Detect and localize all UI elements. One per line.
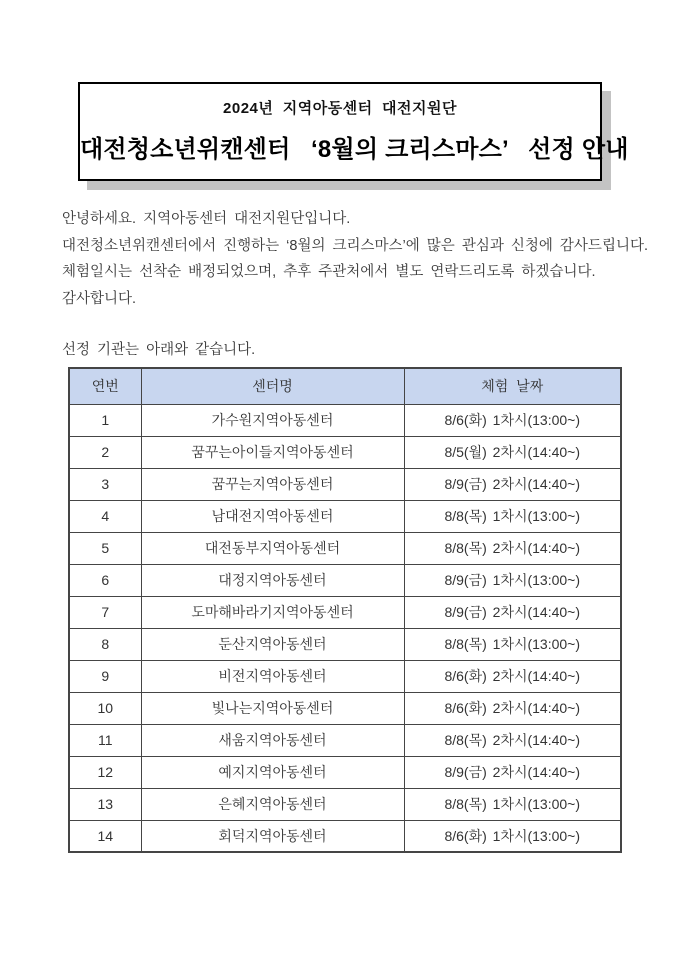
center-name-cell: 회덕지역아동센터	[141, 820, 404, 852]
experience-date-cell: 8/6(화) 1차시(13:00~)	[404, 820, 621, 852]
center-name-cell: 꿈꾸는지역아동센터	[141, 468, 404, 500]
row-number-cell: 14	[69, 820, 141, 852]
table-row	[69, 660, 621, 692]
table-body	[69, 404, 621, 852]
row-number-cell: 1	[69, 404, 141, 436]
col-header-date: 체험 날짜	[404, 368, 621, 404]
experience-date-cell: 8/8(목) 1차시(13:00~)	[404, 500, 621, 532]
experience-date-cell: 8/8(목) 2차시(14:40~)	[404, 724, 621, 756]
table-row	[69, 436, 621, 468]
center-name-cell: 도마해바라기지역아동센터	[141, 596, 404, 628]
experience-date-cell: 8/8(목) 2차시(14:40~)	[404, 532, 621, 564]
table-row	[69, 692, 621, 724]
experience-date-cell: 8/9(금) 1차시(13:00~)	[404, 564, 621, 596]
table-header-row	[69, 368, 621, 404]
table-row	[69, 532, 621, 564]
notice-title-box	[78, 82, 629, 181]
col-header-center-name: 센터명	[141, 368, 404, 404]
row-number-cell: 3	[69, 468, 141, 500]
center-name-cell: 빛나는지역아동센터	[141, 692, 404, 724]
intro-line-greeting: 안녕하세요. 지역아동센터 대전지원단입니다.	[62, 211, 351, 227]
experience-date-cell: 8/6(화) 2차시(14:40~)	[404, 660, 621, 692]
experience-date-cell: 8/8(목) 1차시(13:00~)	[404, 788, 621, 820]
row-number-cell: 9	[69, 660, 141, 692]
experience-date-cell: 8/9(금) 2차시(14:40~)	[404, 596, 621, 628]
table-row	[69, 564, 621, 596]
row-number-cell: 12	[69, 756, 141, 788]
intro-line-closing: 감사합니다.	[62, 290, 137, 307]
experience-date-cell: 8/9(금) 2차시(14:40~)	[404, 756, 621, 788]
notice-subtitle: 2024년 지역아동센터 대전지원단	[223, 100, 457, 117]
row-number-cell: 6	[69, 564, 141, 596]
experience-date-cell: 8/5(월) 2차시(14:40~)	[404, 436, 621, 468]
experience-date-cell: 8/9(금) 2차시(14:40~)	[404, 468, 621, 500]
selection-note: 선정 기관는 아래와 같습니다.	[62, 342, 256, 358]
center-name-cell: 은혜지역아동센터	[141, 788, 404, 820]
table-row	[69, 820, 621, 852]
row-number-cell: 4	[69, 500, 141, 532]
row-number-cell: 8	[69, 628, 141, 660]
row-number-cell: 11	[69, 724, 141, 756]
row-number-cell: 7	[69, 596, 141, 628]
row-number-cell: 10	[69, 692, 141, 724]
table-row	[69, 404, 621, 436]
center-name-cell: 가수원지역아동센터	[141, 404, 404, 436]
experience-date-cell: 8/8(목) 1차시(13:00~)	[404, 628, 621, 660]
intro-line-schedule-info: 체험일시는 선착순 배정되었으며, 추후 주관처에서 별도 연락드리도록 하겠습니다.	[62, 264, 596, 280]
experience-date-cell: 8/6(화) 2차시(14:40~)	[404, 692, 621, 724]
table-row	[69, 788, 621, 820]
row-number-cell: 5	[69, 532, 141, 564]
experience-date-cell: 8/6(화) 1차시(13:00~)	[404, 404, 621, 436]
center-name-cell: 예지지역아동센터	[141, 756, 404, 788]
table-row	[69, 724, 621, 756]
center-name-cell: 둔산지역아동센터	[141, 628, 404, 660]
table-row	[69, 628, 621, 660]
center-name-cell: 대정지역아동센터	[141, 564, 404, 596]
center-name-cell: 꿈꾸는아이들지역아동센터	[141, 436, 404, 468]
table-row	[69, 500, 621, 532]
table-row	[69, 468, 621, 500]
table-row	[69, 596, 621, 628]
center-name-cell: 새움지역아동센터	[141, 724, 404, 756]
intro-paragraph	[62, 206, 648, 312]
col-header-number: 연번	[69, 368, 141, 404]
selected-centers-table	[68, 367, 622, 853]
table-row	[69, 756, 621, 788]
center-name-cell: 남대전지역아동센터	[141, 500, 404, 532]
center-name-cell: 비전지역아동센터	[141, 660, 404, 692]
intro-line-thanks: 대전청소년위캔센터에서 진행하는 ‘8월의 크리스마스’에 많은 관심과 신청에 감사드립니다.	[62, 237, 648, 254]
row-number-cell: 2	[69, 436, 141, 468]
row-number-cell: 13	[69, 788, 141, 820]
center-name-cell: 대전동부지역아동센터	[141, 532, 404, 564]
notice-title: 대전청소년위캔센터 ‘8월의 크리스마스’ 선정 안내	[80, 136, 629, 163]
